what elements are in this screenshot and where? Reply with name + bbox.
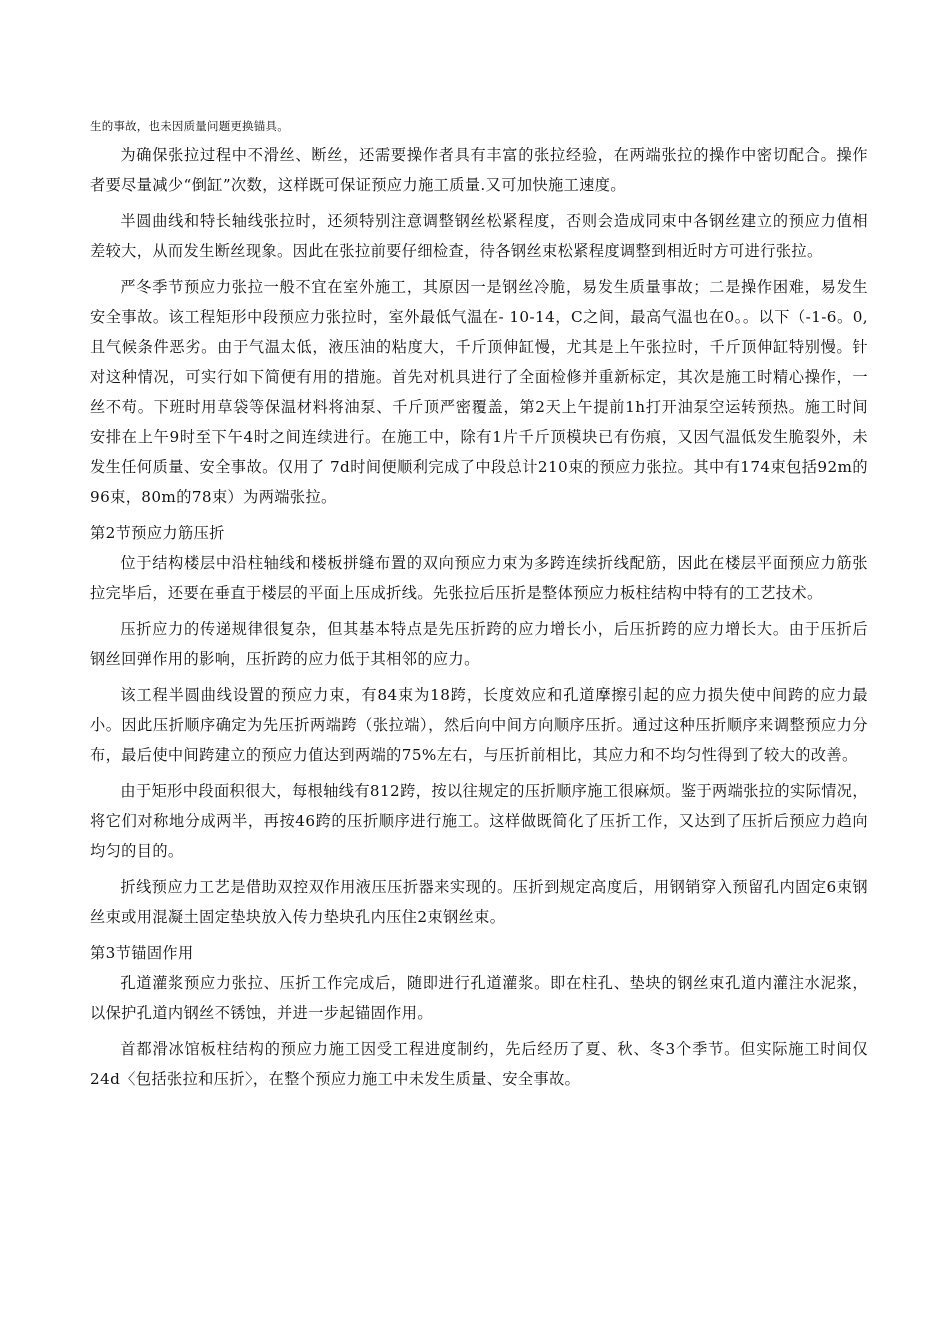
paragraph-fold-order: 该工程半圆曲线设置的预应力束，有84束为18跨，长度效应和孔道摩擦引起的应力损失使中间跨的应力最小。因此压折顺序确定为先压折两端跨（张拉端），然后向中间方向顺序压折。通过这种压折顺序来调整预应力分布，最后使中间跨建立的预应力值达到两端的75%左右，与压折前相比，其应力和不均匀性得到了较大的改善。 bbox=[90, 686, 868, 764]
paragraph-grouting: 孔道灌浆预应力张拉、压折工作完成后，随即进行孔道灌浆。即在柱孔、垫块的钢丝束孔道内灌注水泥浆，以保护孔道内钢丝不锈蚀，并进一步起锚固作用。 bbox=[90, 974, 868, 1022]
continuation-line: 生的事故，也未因质量问题更换锚具。 bbox=[90, 119, 289, 133]
paragraph-winter-tension: 严冬季节预应力张拉一般不宜在室外施工，其原因一是钢丝冷脆，易发生质量事故；二是操作困难，易发生安全事故。该工程矩形中段预应力张拉时，室外最低气温在- 10-14，C之间，最高气温也在0。。以下（-1-6。0,且气候条件恶劣。由于气温太低，液压油的粘度大，千斤顶伸缸慢，尤其是上午张拉时，千斤顶伸缸特别慢。针对这种情况，可实行如下简便有用的措施。首先对机具进行了全面检修并重新标定，其次是施工时精心操作，一丝不苟。下班时用草袋等保温材料将油泵、千斤顶严密覆盖，第2天上午提前1h打开油泵空运转预热。施工时间安排在上午9时至下午4时之间连续进行。在施工中，除有1片千斤顶模块已有伤痕，又因气温低发生脆裂外，未发生任何质量、安全事故。仅用了 7d时间便顺利完成了中段总计210束的预应力张拉。其中有174束包括92m的96束，80m的78束）为两端张拉。 bbox=[90, 278, 868, 506]
paragraph-fold-intro: 位于结构楼层中沿柱轴线和楼板拼缝布置的双向预应力束为多跨连续折线配筋，因此在楼层平面预应力筋张拉完毕后，还要在垂直于楼层的平面上压成折线。先张拉后压折是整体预应力板柱结构中特有的工艺技术。 bbox=[90, 554, 868, 602]
paragraph-curve-tension: 半圆曲线和特长轴线张拉时，还须特别注意调整钢丝松紧程度，否则会造成同束中各钢丝建立的预应力值相差较大，从而发生断丝现象。因此在张拉前要仔细检查，待各钢丝束松紧程度调整到相近时方可进行张拉。 bbox=[90, 212, 868, 260]
section-heading-2: 第2节预应力筋压折 bbox=[90, 524, 225, 542]
paragraph-rectangular-section: 由于矩形中段面积很大，每根轴线有812跨，按以往规定的压折顺序施工很麻烦。鉴于两端张拉的实际情况，将它们对称地分成两半，再按46跨的压折顺序进行施工。这样做既简化了压折工作，又达到了压折后预应力趋向均匀的目的。 bbox=[90, 782, 868, 860]
paragraph-fold-device: 折线预应力工艺是借助双控双作用液压压折器来实现的。压折到规定高度后，用钢销穿入预留孔内固定6束钢丝束或用混凝土固定垫块放入传力垫块孔内压住2束钢丝束。 bbox=[90, 878, 868, 926]
paragraph-fold-stress: 压折应力的传递规律很复杂，但其基本特点是先压折跨的应力增长小，后压折跨的应力增长大。由于压折后钢丝回弹作用的影响，压折跨的应力低于其相邻的应力。 bbox=[90, 620, 868, 668]
paragraph-summary: 首都滑冰馆板柱结构的预应力施工因受工程进度制约，先后经历了夏、秋、冬3个季节。但实际施工时间仅24d〈包括张拉和压折〉，在整个预应力施工中未发生质量、安全事故。 bbox=[90, 1040, 868, 1088]
paragraph-tension-experience: 为确保张拉过程中不滑丝、断丝，还需要操作者具有丰富的张拉经验，在两端张拉的操作中密切配合。操作者要尽量减少“倒缸”次数，这样既可保证预应力施工质量.又可加快施工速度。 bbox=[90, 146, 868, 194]
document-page bbox=[90, 118, 868, 1100]
section-heading-3: 第3节锚固作用 bbox=[90, 944, 194, 962]
